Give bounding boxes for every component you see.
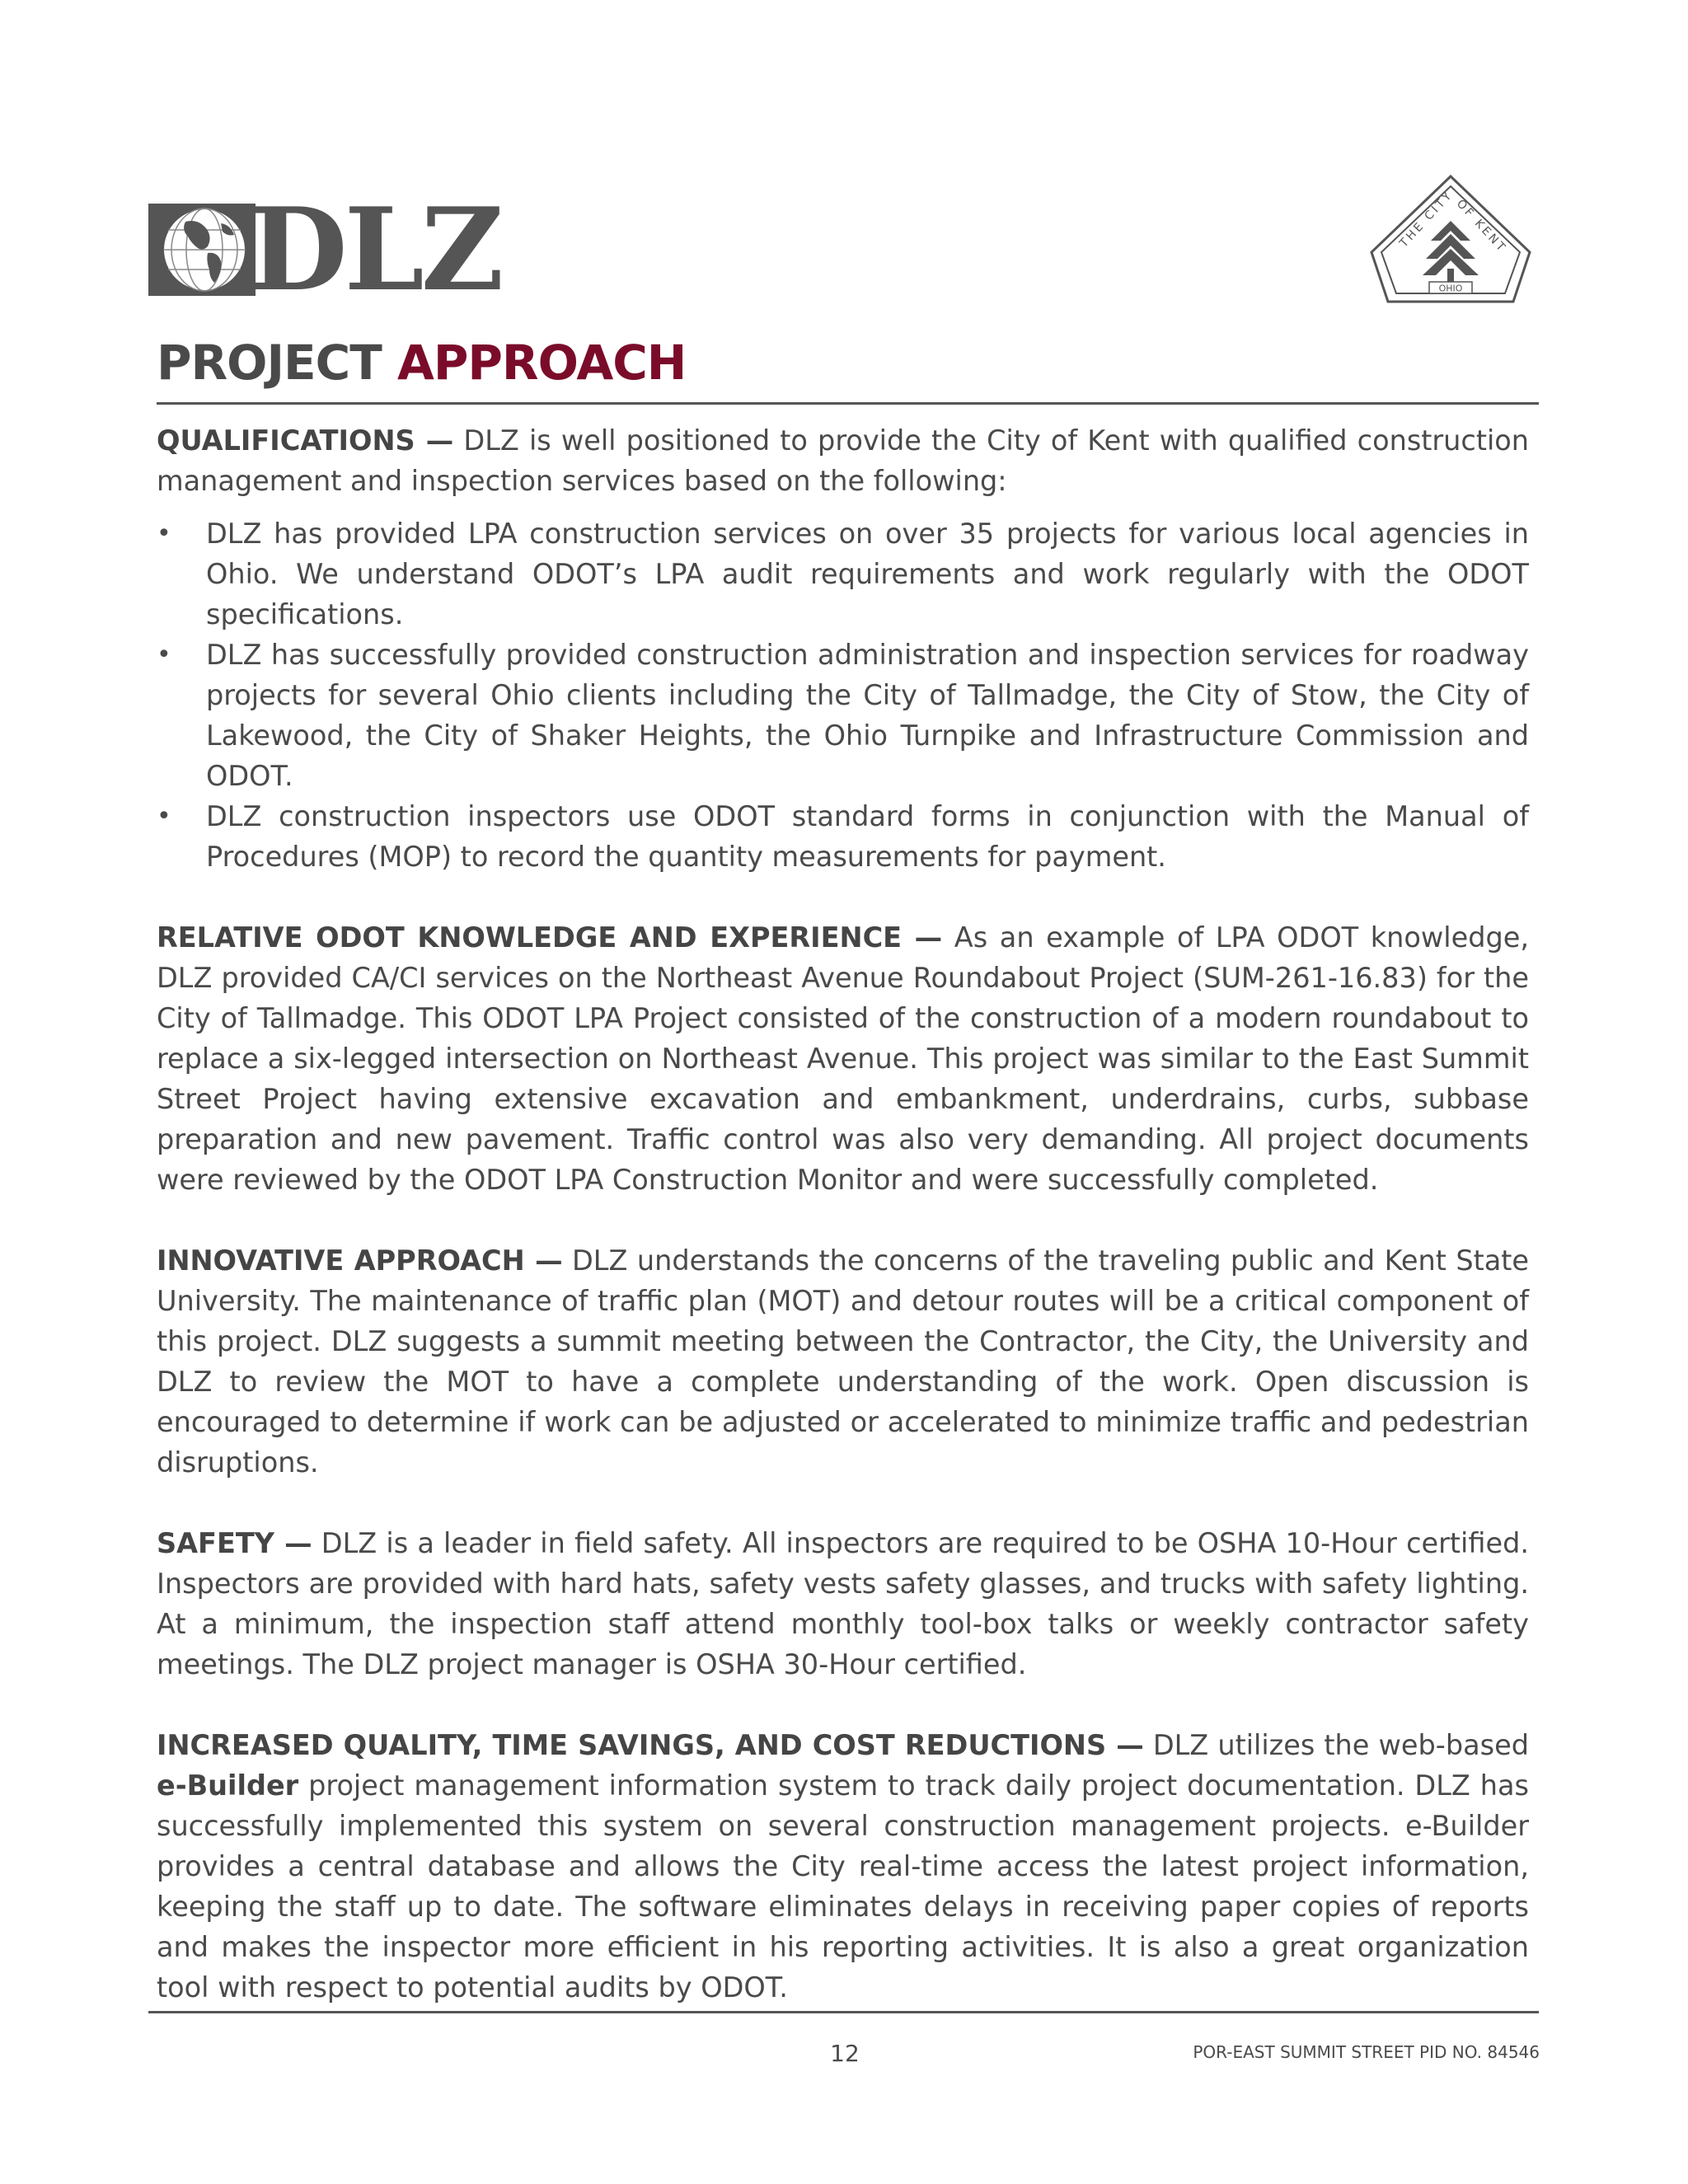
quality-heading: INCREASED QUALITY, TIME SAVINGS, AND COST REDUCTIONS — — [157, 1729, 1144, 1761]
innovative-heading: INNOVATIVE APPROACH — — [157, 1244, 563, 1277]
list-item: • DLZ construction inspectors use ODOT standard forms in conjunction with the Manual of Procedures (MOP) to record the quantity measurements for payment. — [157, 796, 1529, 877]
qualifications-paragraph — [157, 420, 1529, 501]
odot-heading: RELATIVE ODOT KNOWLEDGE AND EXPERIENCE — — [157, 921, 943, 954]
qualifications-text: DLZ is well positioned to provide the City of Kent with qualified construction management and inspection services based on the following: — [157, 424, 1529, 497]
innovative-paragraph — [157, 1240, 1529, 1483]
ebuilder-term: e-Builder — [157, 1769, 299, 1802]
list-item: • DLZ has successfully provided construction administration and inspection services for roadway projects for several Ohio clients including the City of Tallmadge, the City of Stow, the City of Lakewood, the City of Shaker Heights, the Ohio Turnpike and Infrastructure Commission and ODOT. — [157, 635, 1529, 796]
title-approach: APPROACH — [397, 335, 687, 391]
quality-paragraph — [157, 1725, 1529, 2008]
safety-heading: SAFETY — — [157, 1527, 312, 1559]
tree-icon — [1423, 221, 1479, 282]
city-of-kent-seal — [1368, 173, 1533, 317]
qualifications-list — [157, 513, 1529, 877]
safety-paragraph — [157, 1523, 1529, 1685]
header-divider — [157, 402, 1539, 405]
dlz-logo — [148, 181, 501, 316]
svg-text:OF KENT: OF KENT — [1453, 197, 1509, 256]
qualifications-heading: QUALIFICATIONS — — [157, 424, 454, 457]
page-number: 12 — [830, 2040, 860, 2067]
seal-ohio-label: OHIO — [1438, 283, 1463, 294]
title-project: PROJECT — [157, 335, 397, 391]
list-item: • DLZ has provided LPA construction services on over 35 projects for various local agencies in Ohio. We understand ODOT’s LPA audit requirements and work regularly with the ODOT specifications. — [157, 513, 1529, 635]
odot-text: As an example of LPA ODOT knowledge, DLZ provided CA/CI services on the Northeast Avenue Roundabout Project (SUM-261-16.83) for the City of Tallmadge. This ODOT LPA Project consisted of the construction of a modern roundabout to replace a six-legged intersection on Northeast Avenue. This project was similar to the East Summit Street Project having extensive excavation and embankment, underdrains, curbs, subbase preparation and new pavement. Traffic control was also very demanding. All project documents were reviewed by the ODOT LPA Construction Monitor and were successfully completed. — [157, 921, 1529, 1196]
page-title — [157, 330, 686, 396]
footer-divider — [148, 2011, 1539, 2013]
safety-text: DLZ is a leader in field safety. All inspectors are required to be OSHA 10-Hour certified. Inspectors are provided with hard hats, safety vests safety glasses, and trucks with safety lighting. At a minimum, the inspection staff attend monthly tool-box talks or weekly contractor safety meetings. The DLZ project manager is OSHA 30-Hour certified. — [157, 1527, 1529, 1680]
logo-wordmark: DLZ — [249, 181, 501, 316]
globe-icon — [148, 204, 256, 296]
innovative-text: DLZ understands the concerns of the traveling public and Kent State University. The maintenance of traffic plan (MOT) and detour routes will be a critical component of this project. DLZ suggests a summit meeting between the Contractor, the City, the University and DLZ to review the MOT to have a complete understanding of the work. Open discussion is encouraged to determine if work can be adjusted or accelerated to minimize traffic and pedestrian disruptions. — [157, 1244, 1529, 1479]
svg-text:THE CITY: THE CITY — [1397, 188, 1456, 251]
body-content — [157, 420, 1529, 2008]
footer-reference: POR-EAST SUMMIT STREET PID NO. 84546 — [1193, 2042, 1540, 2062]
odot-paragraph — [157, 917, 1529, 1200]
quality-text-a: DLZ utilizes the web-based — [1143, 1729, 1529, 1761]
quality-text-b: project management information system to track daily project documentation. DLZ has successfully implemented this system on several construction management projects. e-Builder provides a central database and allows the City real-time access the latest project information, keeping the staff up to date. The software eliminates delays in receiving paper copies of reports and makes the inspector more efficient in his reporting activities. It is also a great organization tool with respect to potential audits by ODOT. — [157, 1769, 1529, 2004]
